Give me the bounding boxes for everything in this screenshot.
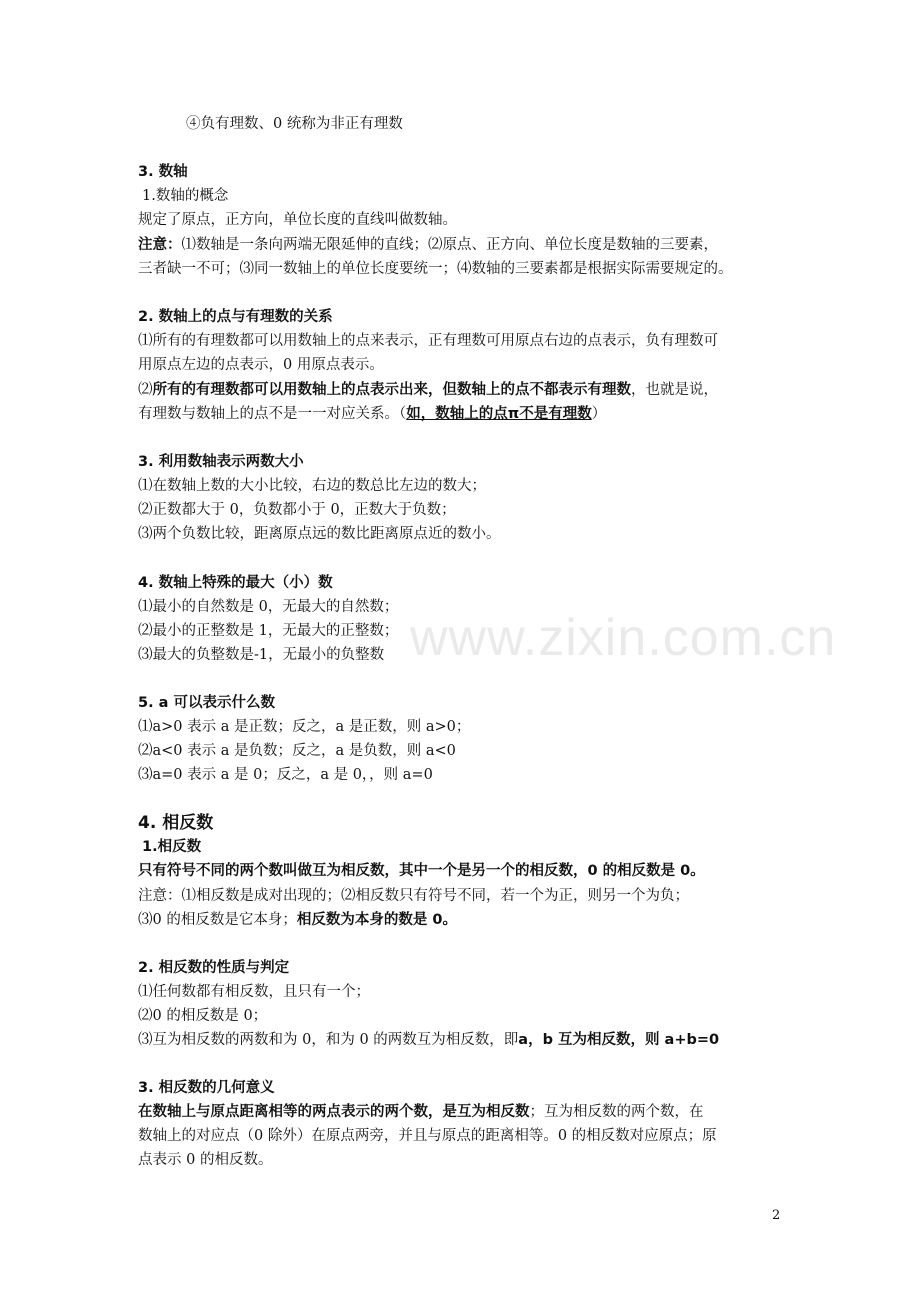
- plain-text: ，也就是说，: [631, 382, 718, 398]
- text-line: ⑵最小的正整数是 1，无最大的正整数；: [138, 623, 399, 639]
- watermark: www.zixin.com.cn: [410, 609, 837, 667]
- page-number: 2: [772, 1208, 781, 1223]
- text-line: ⑶a=0 表示 a 是 0；反之，a 是 0，，则 a=0: [138, 767, 433, 783]
- emphasis-text: 在数轴上与原点距离相等的两点表示的两个数，是互为相反数: [138, 1104, 530, 1120]
- plain-text: ）: [591, 406, 607, 422]
- list-marker: ⑵: [138, 382, 153, 398]
- emphasis-text: 所有的有理数都可以用数轴上的点表示出来，但数轴上的点不都表示有理数: [152, 382, 631, 398]
- text-line: ⑶最大的负整数是-1，无最小的负整数: [138, 647, 385, 663]
- text-line: [138, 404, 788, 424]
- section-heading: 2. 相反数的性质与判定: [138, 960, 290, 976]
- text-line: [138, 1030, 788, 1050]
- text-line: 三者缺一不可；⑶同一数轴上的单位长度要统一；⑷数轴的三要素都是根据实际需要规定的。: [138, 261, 733, 277]
- plain-text: ；互为相反数的两个数，在: [529, 1104, 704, 1120]
- text-line: ⑴a>0 表示 a 是正数；反之，a 是正数，则 a>0；: [138, 719, 471, 735]
- section-heading: 3. 数轴: [138, 164, 188, 180]
- text-line: ⑴最小的自然数是 0，无最大的自然数；: [138, 599, 399, 615]
- plain-text: 有理数与数轴上的点不是一一对应关系。（: [138, 406, 407, 422]
- note-text: ⑴数轴是一条向两端无限延伸的直线；⑵原点、正方向、单位长度是数轴的三要素，: [181, 237, 718, 253]
- text-line: 点表示 0 的相反数。: [138, 1152, 273, 1168]
- plain-text: ⑶0 的相反数是它本身；: [138, 912, 297, 928]
- plain-text: ⑶互为相反数的两数和为 0，和为 0 的两数互为相反数，即: [138, 1032, 519, 1048]
- text-line: ⑴任何数都有相反数，且只有一个；: [138, 984, 370, 1000]
- section-heading: 3. 利用数轴表示两数大小: [138, 454, 304, 470]
- text-line: [138, 1102, 788, 1122]
- text-line: ⑵正数都大于 0，负数都小于 0，正数大于负数；: [138, 502, 456, 518]
- emphasis-text: 相反数为本身的数是 0。: [296, 912, 457, 928]
- example-text: 如，数轴上的点π不是有理数: [406, 406, 592, 422]
- section-heading: 2. 数轴上的点与有理数的关系: [138, 309, 333, 325]
- text-line: ⑵a<0 表示 a 是负数；反之，a 是负数，则 a<0: [138, 743, 456, 759]
- text-line: 用原点左边的点表示，0 用原点表示。: [138, 357, 384, 373]
- emphasis-text: a，b 互为相反数，则 a+b=0: [518, 1032, 720, 1048]
- section-heading: 5. a 可以表示什么数: [138, 695, 275, 711]
- subsection-heading: 1.相反数: [142, 839, 202, 855]
- text-line: [138, 910, 788, 930]
- subsection-heading: 1.数轴的概念: [142, 188, 229, 204]
- definition-text: 只有符号不同的两个数叫做互为相反数，其中一个是另一个的相反数，0 的相反数是 0。: [138, 863, 705, 879]
- text-line: ⑴在数轴上数的大小比较，右边的数总比左边的数大；: [138, 478, 486, 494]
- section-heading: 4. 数轴上特殊的最大（小）数: [138, 575, 333, 591]
- text-line: [138, 235, 788, 255]
- text-line: [138, 380, 788, 400]
- text-line: ⑵0 的相反数是 0；: [138, 1008, 268, 1024]
- text-line: 规定了原点，正方向，单位长度的直线叫做数轴。: [138, 212, 457, 228]
- chapter-heading: 4. 相反数: [138, 813, 214, 833]
- section-heading: 3. 相反数的几何意义: [138, 1080, 275, 1096]
- text-line: ④负有理数、0 统称为非正有理数: [186, 116, 403, 132]
- text-line: ⑴所有的有理数都可以用数轴上的点来表示，正有理数可用原点右边的点表示，负有理数可: [138, 333, 718, 349]
- note-label: 注意：: [138, 237, 182, 253]
- text-line: 数轴上的对应点（0 除外）在原点两旁，并且与原点的距离相等。0 的相反数对应原点；原: [138, 1128, 717, 1144]
- text-line: ⑶两个负数比较，距离原点远的数比距离原点近的数小。: [138, 526, 501, 542]
- text-line: 注意：⑴相反数是成对出现的；⑵相反数只有符号不同，若一个为正，则另一个为负；: [138, 888, 689, 904]
